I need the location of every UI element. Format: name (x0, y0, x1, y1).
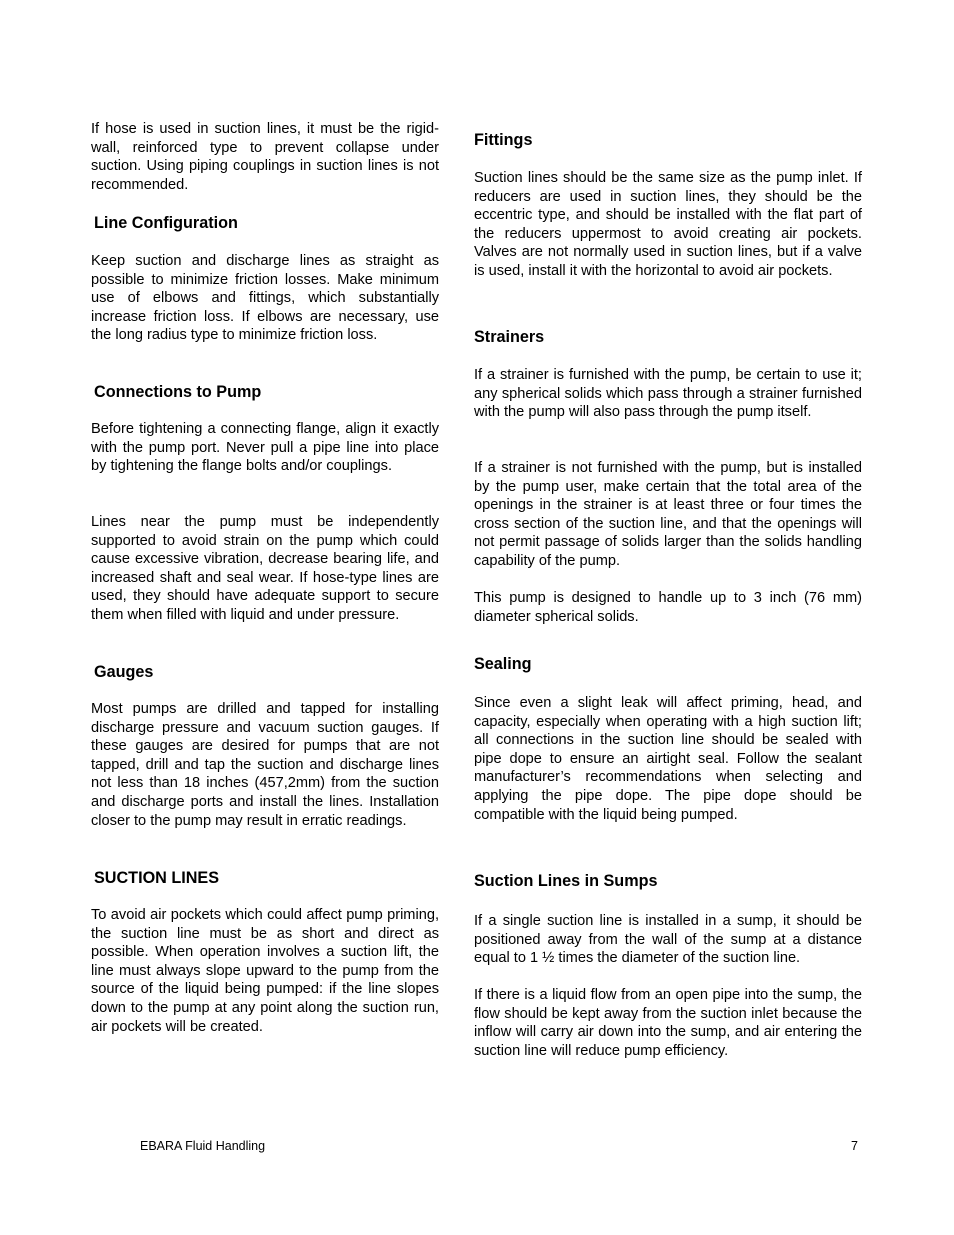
footer-company: EBARA Fluid Handling (140, 1139, 266, 1153)
footer-page-number: 7 (851, 1139, 858, 1153)
strainers-paragraph-solids: This pump is designed to handle up to 3 inch (76 mm) diameter spherical solids. (474, 590, 862, 625)
suction-lines-heading: SUCTION LINES (94, 869, 220, 887)
strainers-paragraph-furnished: If a strainer is furnished with the pump, be certain to use it; any spherical solids which pass through a strainer furnished with the pump will also pass through the pump itself. (474, 367, 862, 421)
fittings-paragraph: Suction lines should be the same size as the pump inlet. If reducers are used in suction lines, they should be the eccentric type, and should be installed with the flat part of the reducers uppermost to avoid creating air pockets. Valves are not normally used in suction lines, but if a valve is used, install it with the horizontal to avoid air pockets. (474, 170, 862, 279)
sumps-paragraph-single-line: If a single suction line is installed in a sump, it should be positioned away from the wall of the sump at a distance equal to 1 ½ times the diameter of the suction line. (474, 913, 862, 967)
line-configuration-paragraph: Keep suction and discharge lines as straight as possible to minimize friction losses. Make minimum use of elbows and fittings, which substantially increase friction loss. If elbows are necessary, use the long radius type to minimize friction loss. (91, 253, 439, 344)
sealing-heading: Sealing (474, 655, 532, 673)
connections-to-pump-heading: Connections to Pump (94, 383, 262, 401)
fittings-heading: Fittings (474, 131, 533, 149)
strainers-heading: Strainers (474, 328, 545, 346)
suction-lines-in-sumps-heading: Suction Lines in Sumps (474, 872, 658, 890)
sumps-paragraph-inflow: If there is a liquid flow from an open pipe into the sump, the flow should be kept away from the suction inlet because the inflow will carry air down into the sump, and air entering the suction line will reduce pump efficiency. (474, 987, 862, 1059)
gauges-heading: Gauges (94, 663, 154, 681)
hose-suction-paragraph: If hose is used in suction lines, it must be the rigid-wall, reinforced type to prevent collapse under suction. Using piping couplings in suction lines is not recommended. (91, 121, 439, 193)
gauges-paragraph: Most pumps are drilled and tapped for installing discharge pressure and vacuum suction gauges. If these gauges are desired for pumps that are not tapped, drill and tap the suction and discharge lines not less than 18 inches (457,2mm) from the suction and discharge ports and install the lines. Installation closer to the pump may result in erratic readings. (91, 701, 439, 829)
sealing-paragraph: Since even a slight leak will affect priming, head, and capacity, especially when operating with a high suction lift; all connections in the suction line should be sealed with pipe dope to ensure an airtight seal. Follow the sealant manufacturer’s recommendations when selecting and applying the pipe dope. The pipe dope should be compatible with the liquid being pumped. (474, 695, 862, 823)
strainers-paragraph-not-furnished: If a strainer is not furnished with the pump, but is installed by the pump user, make certain that the total area of the openings in the strainer is at least three or four times the cross section of the suction line, and that the openings will not permit passage of solids larger than the solids handling capability of the pump. (474, 460, 862, 569)
connections-paragraph-flange: Before tightening a connecting flange, align it exactly with the pump port. Never pull a pipe line into place by tightening the flange bolts and/or couplings. (91, 421, 439, 475)
connections-paragraph-support: Lines near the pump must be independently supported to avoid strain on the pump which could cause excessive vibration, decrease bearing life, and increased shaft and seal wear. If hose-type lines are used, they should have adequate support to secure them when filled with liquid and under pressure. (91, 514, 439, 623)
suction-lines-paragraph: To avoid air pockets which could affect pump priming, the suction line must be as short and direct as possible. When operation involves a suction lift, the line must always slope upward to the pump from the source of the liquid being pumped: if the line slopes down to the pump at any point along the suction run, air pockets will be created. (91, 907, 439, 1035)
line-configuration-heading: Line Configuration (94, 214, 238, 232)
